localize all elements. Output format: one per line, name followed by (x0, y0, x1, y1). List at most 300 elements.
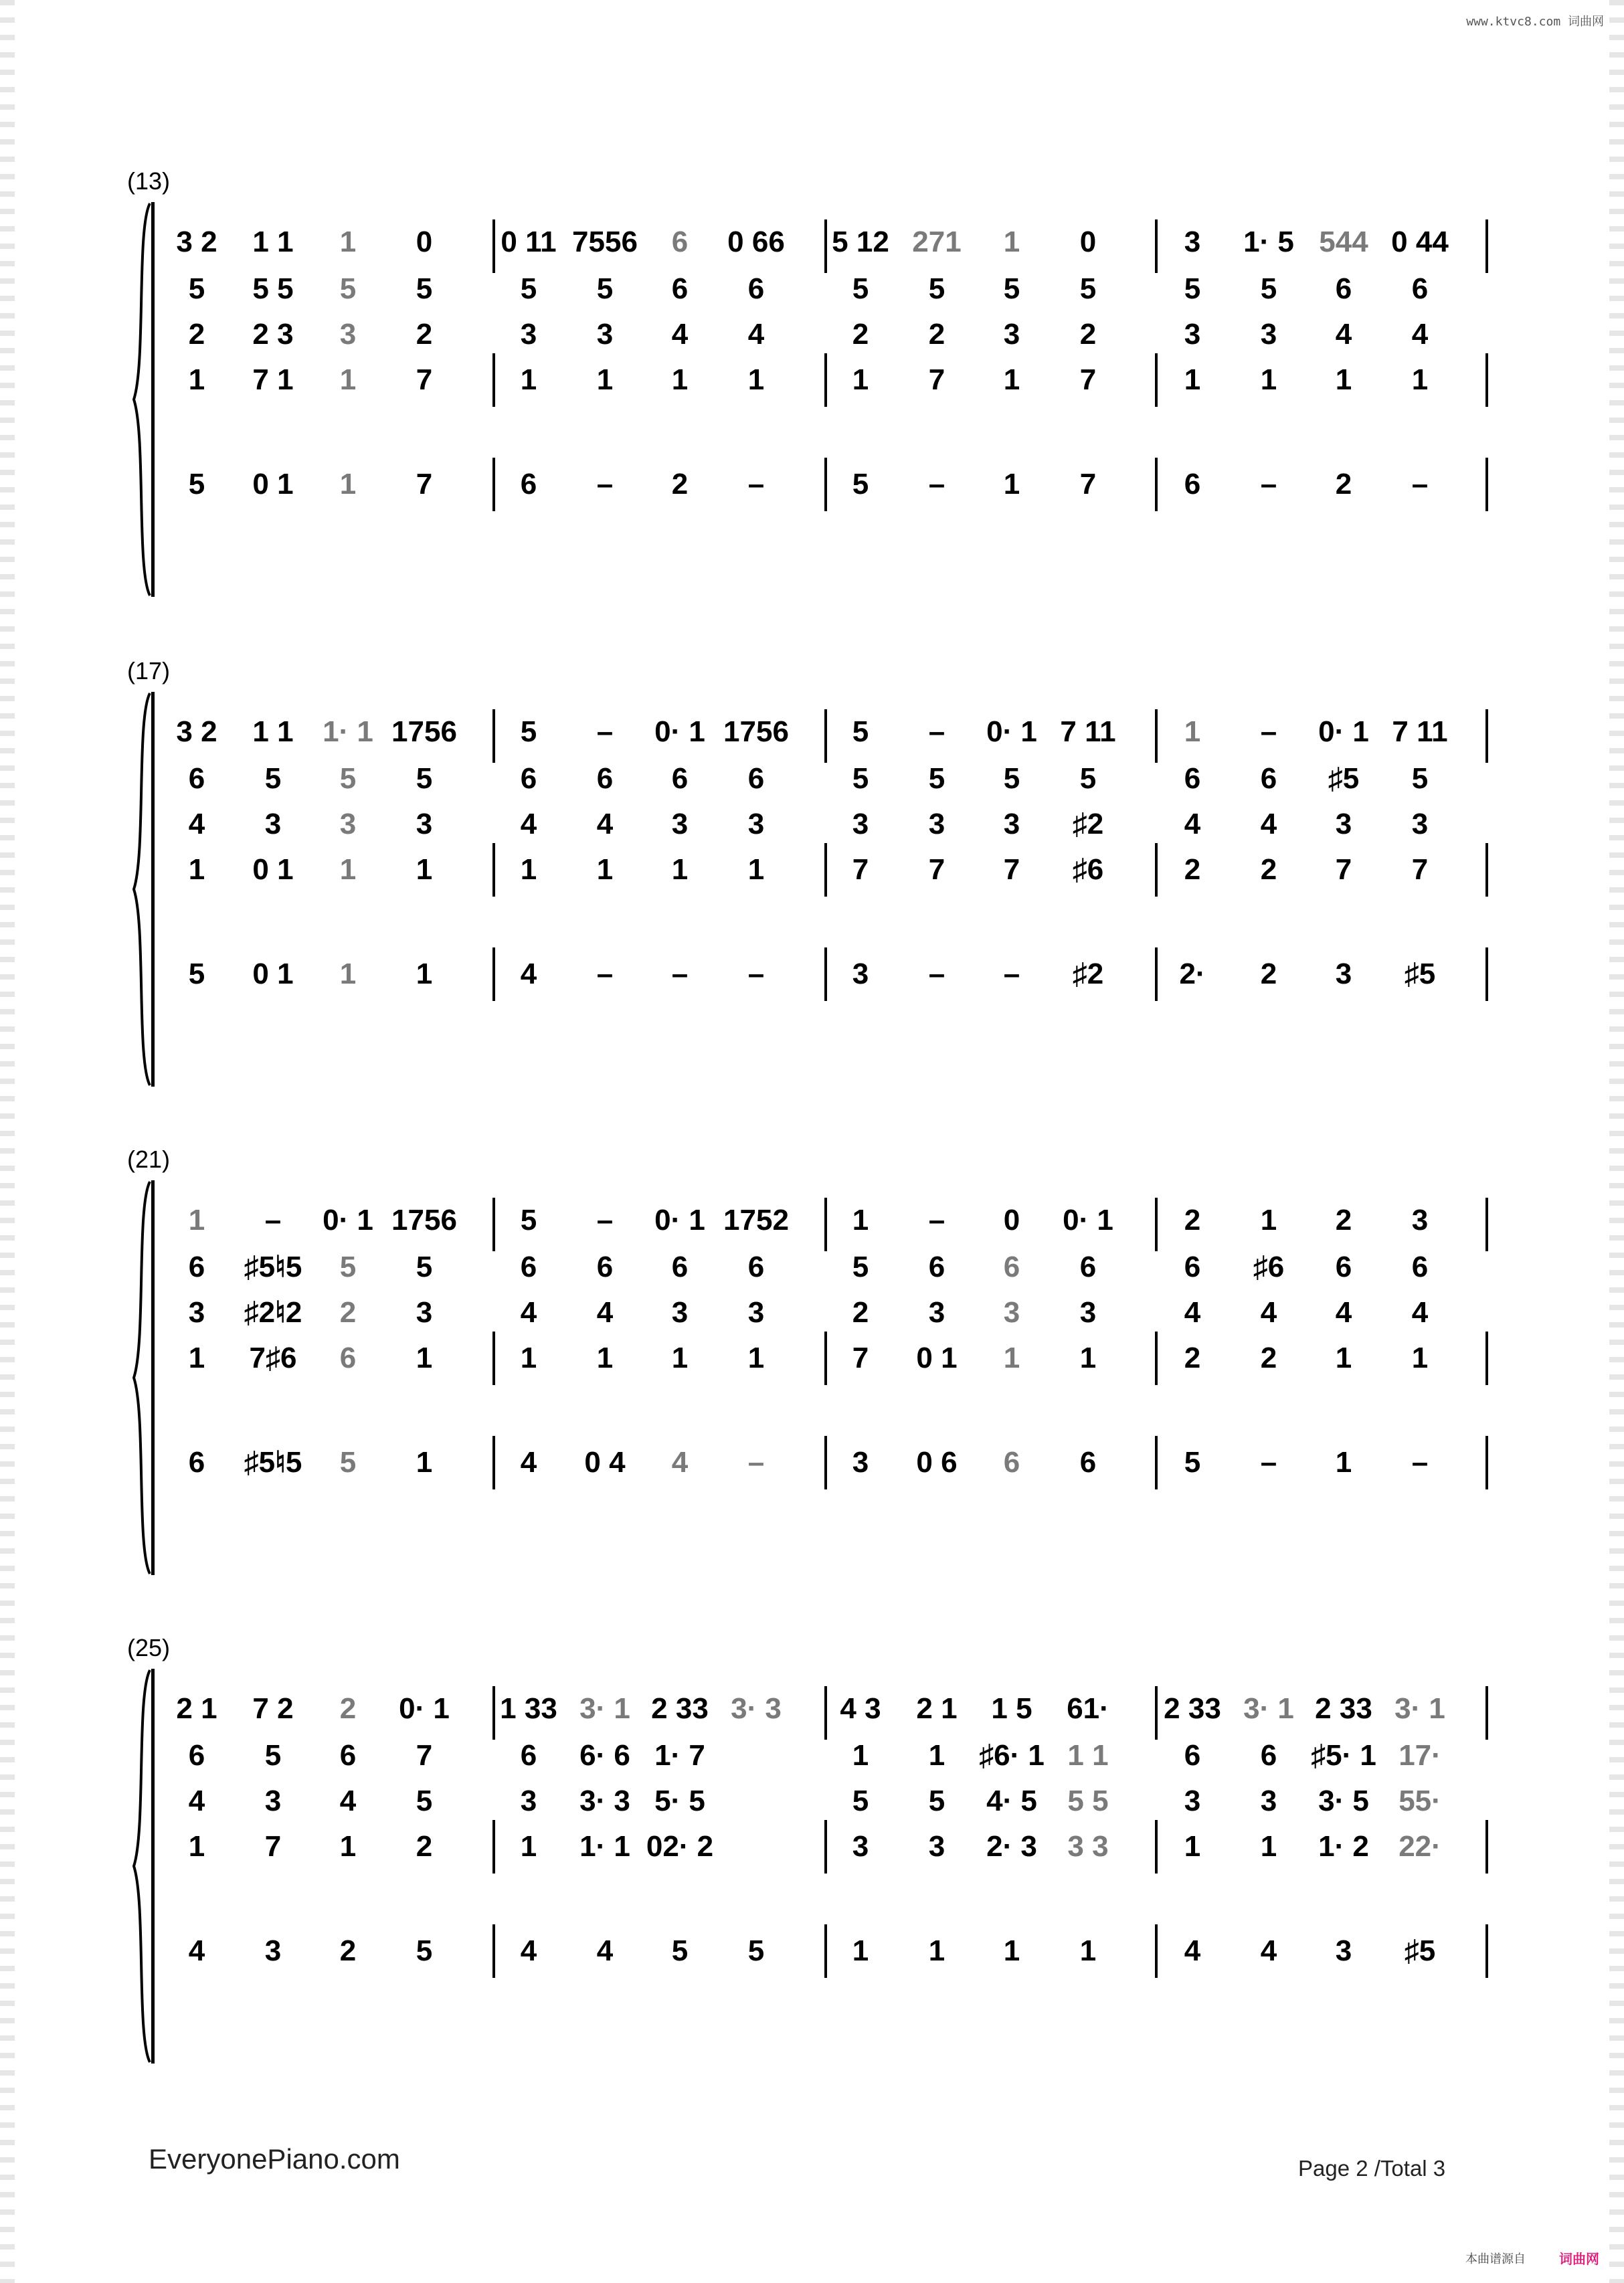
note: 3 (264, 1934, 282, 1967)
note: – (928, 715, 945, 748)
note: 1 (188, 1830, 205, 1863)
note: 3· 5 (1318, 1785, 1369, 1817)
note: 1 1 (252, 225, 294, 258)
note: – (596, 715, 614, 748)
note: – (1003, 957, 1020, 990)
note: 0 1 (252, 468, 294, 500)
note: 3 (852, 957, 869, 990)
note: 5 (852, 715, 869, 748)
note: 2 (1079, 318, 1097, 351)
note: 5 (416, 272, 433, 305)
note: 5 (1079, 272, 1097, 305)
note: 1 (596, 1342, 614, 1374)
note: 1 (416, 1446, 433, 1479)
note: 4 (1335, 1296, 1352, 1329)
note: 7 (852, 1342, 869, 1374)
note: 3 (1411, 808, 1429, 840)
note: 4 (1260, 1296, 1277, 1329)
note: 4 (747, 318, 765, 351)
chord-lower-row (0, 1338, 1624, 1385)
note: 2 (339, 1692, 357, 1725)
note: 6 (747, 762, 765, 795)
note: 5 12 (832, 225, 889, 258)
note: 3· 1 (1243, 1692, 1294, 1725)
note: 0 44 (1391, 225, 1449, 258)
chord-middle-row (0, 1293, 1624, 1340)
note: 5 (339, 272, 357, 305)
note: 7 (1079, 468, 1097, 500)
chord-upper-row (0, 269, 1624, 316)
note: 3 3 (1067, 1830, 1109, 1863)
bass-row (0, 464, 1624, 511)
note: – (1411, 1446, 1429, 1479)
note: ♯5· 1 (1311, 1739, 1376, 1772)
note: 4 (1260, 808, 1277, 840)
note: 1 (1184, 363, 1201, 396)
note: 5 (747, 1934, 765, 1967)
note: 3 (1184, 1785, 1201, 1817)
note: 55· (1399, 1785, 1441, 1817)
note: 1756 (391, 1204, 457, 1237)
note: 3 (671, 808, 689, 840)
note: 3· 1 (579, 1692, 630, 1725)
note: 0 1 (252, 957, 294, 990)
note: 1 (339, 957, 357, 990)
note: 0· 1 (654, 715, 705, 748)
note: 1 (188, 1342, 205, 1374)
note: 4 (671, 1446, 689, 1479)
note: 1 (1335, 1342, 1352, 1374)
note: 2 (339, 1296, 357, 1329)
note: 3 (1003, 808, 1020, 840)
note: ♯5 (1404, 957, 1436, 990)
note: 6 (520, 1251, 537, 1283)
note: 1· 1 (323, 715, 373, 748)
note: 5 (1003, 762, 1020, 795)
note: 7 11 (1060, 715, 1116, 748)
note: 4 (339, 1785, 357, 1817)
note: 6 (520, 762, 537, 795)
note: 3· 3 (579, 1785, 630, 1817)
note: 6 (188, 1251, 205, 1283)
note: 3 (520, 1785, 537, 1817)
note: 5 (416, 762, 433, 795)
note: 1 (1260, 363, 1277, 396)
note: 1 (671, 853, 689, 886)
note: 6 (1260, 1739, 1277, 1772)
note: – (928, 1204, 945, 1237)
note: 1 (928, 1934, 945, 1967)
note: 5 (264, 762, 282, 795)
note: 1 1 (1067, 1739, 1109, 1772)
note: 5 (852, 468, 869, 500)
melody-row (0, 1689, 1624, 1736)
note: – (747, 468, 765, 500)
note: 1 (339, 225, 357, 258)
note: 6 (1184, 1251, 1201, 1283)
note: 4 (520, 808, 537, 840)
note: 6 (1003, 1446, 1020, 1479)
note: 7 (416, 1739, 433, 1772)
note: 6 (1335, 272, 1352, 305)
note: 1 (416, 957, 433, 990)
note: 3 (852, 1830, 869, 1863)
note: 7 (928, 363, 945, 396)
note: – (747, 1446, 765, 1479)
note: 1· 7 (654, 1739, 705, 1772)
note: 4 (1411, 1296, 1429, 1329)
note: 6· 6 (579, 1739, 630, 1772)
note: 5 (1411, 762, 1429, 795)
note: 5 (188, 272, 205, 305)
note: 2 (1184, 1342, 1201, 1374)
note: 6 (1411, 272, 1429, 305)
note: 6 (188, 1739, 205, 1772)
note: 1 (416, 853, 433, 886)
note: 1 (1003, 225, 1020, 258)
note: 6 (1335, 1251, 1352, 1283)
note: 6 (1184, 1739, 1201, 1772)
footer-source-mark: 本曲谱源自 (1465, 2252, 1526, 2266)
note: ♯5♮5 (244, 1446, 302, 1479)
note: 3 2 (176, 225, 217, 258)
chord-lower-row (0, 360, 1624, 407)
chord-upper-row (0, 1247, 1624, 1294)
note: 3 (1003, 1296, 1020, 1329)
note: – (928, 957, 945, 990)
measure-number: (25) (127, 1634, 171, 1661)
note: 0· 1 (1063, 1204, 1113, 1237)
note: 6 (339, 1739, 357, 1772)
note: – (596, 468, 614, 500)
chord-middle-row (0, 314, 1624, 361)
note: 5 (1184, 1446, 1201, 1479)
bass-row (0, 1931, 1624, 1978)
note: 6 (520, 468, 537, 500)
note: 4 (1184, 1934, 1201, 1967)
note: 6 (520, 1739, 537, 1772)
note: 3 (928, 808, 945, 840)
footer-brand: EveryonePiano.com (149, 2143, 400, 2175)
note: 3 (1184, 225, 1201, 258)
note: 2 33 (1164, 1692, 1221, 1725)
note: 7 1 (252, 363, 294, 396)
note: 3 (1335, 957, 1352, 990)
note: 6 (1411, 1251, 1429, 1283)
note: 7 11 (1392, 715, 1448, 748)
note: 5 (416, 1251, 433, 1283)
note: 0 6 (916, 1446, 958, 1479)
note: 0 11 (501, 225, 557, 258)
note: 2 (416, 318, 433, 351)
note: 1 33 (500, 1692, 557, 1725)
note: 2 (416, 1830, 433, 1863)
note: 2 3 (252, 318, 294, 351)
note: 6 (671, 1251, 689, 1283)
system (0, 1634, 1624, 2116)
note: 7 (264, 1830, 282, 1863)
note: 1 (852, 363, 869, 396)
note: 1 (416, 1342, 433, 1374)
note: 7 2 (252, 1692, 294, 1725)
note: 1 (1003, 1342, 1020, 1374)
note: 4 (596, 1934, 614, 1967)
note: 2 (1335, 468, 1352, 500)
note: 6 (747, 272, 765, 305)
note: 3· 1 (1394, 1692, 1445, 1725)
note: 3 (1260, 318, 1277, 351)
note: 0 (1003, 1204, 1020, 1237)
note: 3 (416, 808, 433, 840)
note: 7 (416, 363, 433, 396)
note: 3 (1184, 318, 1201, 351)
note: 1 (747, 1342, 765, 1374)
note: – (596, 957, 614, 990)
note: 1 (1335, 1446, 1352, 1479)
note: 5 5 (252, 272, 294, 305)
note: 6 (671, 272, 689, 305)
note: 1 (188, 1204, 205, 1237)
note: 1 (520, 853, 537, 886)
note: 3 (1003, 318, 1020, 351)
note: ♯2 (1072, 808, 1104, 840)
note: 3 2 (176, 715, 217, 748)
note: 5 (928, 272, 945, 305)
note: 1752 (723, 1204, 789, 1237)
note: 3 (1411, 1204, 1429, 1237)
note: 1 (1003, 363, 1020, 396)
note: 3 (1335, 1934, 1352, 1967)
note: 1 (852, 1934, 869, 1967)
note: 1 (1411, 1342, 1429, 1374)
note: 5 (1184, 272, 1201, 305)
note: 3 (852, 808, 869, 840)
melody-row (0, 222, 1624, 269)
note: 0 1 (252, 853, 294, 886)
note: 1756 (723, 715, 789, 748)
note: 1 (1411, 363, 1429, 396)
note: 5 (520, 1204, 537, 1237)
note: 2· 3 (986, 1830, 1037, 1863)
note: 2 (1260, 853, 1277, 886)
note: 3 (188, 1296, 205, 1329)
note: ♯5 (1328, 762, 1360, 795)
note: 6 (1260, 762, 1277, 795)
note: – (928, 468, 945, 500)
note: ♯5 (1404, 1934, 1436, 1967)
note: 5 (1079, 762, 1097, 795)
note: 1 (1260, 1830, 1277, 1863)
note: 1 (339, 1830, 357, 1863)
note: 2 (928, 318, 945, 351)
note: 5 (928, 762, 945, 795)
system (0, 1146, 1624, 1627)
note: 1 (1335, 363, 1352, 396)
note: 4 (1260, 1934, 1277, 1967)
note: 1 (1079, 1342, 1097, 1374)
note: 3· 3 (731, 1692, 782, 1725)
note: 0 (1079, 225, 1097, 258)
note: 1 (852, 1739, 869, 1772)
note: 4· 5 (986, 1785, 1037, 1817)
note: 3 (416, 1296, 433, 1329)
note: 6 (596, 762, 614, 795)
note: 6 (188, 1446, 205, 1479)
note: 0· 1 (399, 1692, 450, 1725)
note: 2 (188, 318, 205, 351)
note: 1756 (391, 715, 457, 748)
chord-upper-row (0, 1736, 1624, 1783)
note: 2 (1260, 957, 1277, 990)
note: 6 (928, 1251, 945, 1283)
note: 5 (416, 1934, 433, 1967)
note: 3 (1260, 1785, 1277, 1817)
note: – (264, 1204, 282, 1237)
note: 1 (1003, 1934, 1020, 1967)
note: 6 (1079, 1446, 1097, 1479)
note: 61· (1067, 1692, 1109, 1725)
note: 5 (852, 1785, 869, 1817)
note: 544 (1319, 225, 1368, 258)
note: 22· (1399, 1830, 1441, 1863)
note: 2 33 (651, 1692, 709, 1725)
note: 1 (339, 363, 357, 396)
note: 1 (671, 1342, 689, 1374)
measure-number: (21) (127, 1146, 171, 1173)
note: 5 (596, 272, 614, 305)
note: 6 (1184, 468, 1201, 500)
note: 6 (188, 762, 205, 795)
note: 4 (1411, 318, 1429, 351)
chord-lower-row (0, 850, 1624, 897)
note: 1 (520, 1830, 537, 1863)
note: 0 4 (584, 1446, 626, 1479)
note: 0· 1 (654, 1204, 705, 1237)
note: – (1260, 468, 1277, 500)
note: 7 (416, 468, 433, 500)
note: 1 (188, 853, 205, 886)
note: 4 (596, 808, 614, 840)
note: – (671, 957, 689, 990)
note: 5 (339, 762, 357, 795)
page-indicator: Page 2 /Total 3 (1298, 2156, 1446, 2181)
note: 1 (339, 468, 357, 500)
note: ♯6 (1253, 1251, 1285, 1283)
note: 4 (188, 1934, 205, 1967)
note: 2 (1260, 1342, 1277, 1374)
measure-number: (17) (127, 657, 171, 684)
note: 0· 1 (323, 1204, 373, 1237)
note: 2 (339, 1934, 357, 1967)
note: 2 (852, 318, 869, 351)
bass-row (0, 954, 1624, 1001)
note: 6 (747, 1251, 765, 1283)
note: 5· 5 (654, 1785, 705, 1817)
note: 1 (852, 1204, 869, 1237)
chord-upper-row (0, 759, 1624, 806)
note: 6 (671, 225, 689, 258)
note: 1 (747, 363, 765, 396)
note: 4 3 (840, 1692, 881, 1725)
note: 1 1 (252, 715, 294, 748)
note: 6 (1184, 762, 1201, 795)
note: 3 (596, 318, 614, 351)
note: 6 (1079, 1251, 1097, 1283)
note: 5 (1003, 272, 1020, 305)
site-header: www.ktvc8.com 词曲网 (1466, 15, 1604, 29)
note: 6 (671, 762, 689, 795)
note: 5 (852, 1251, 869, 1283)
system (0, 657, 1624, 1139)
note: 1 (596, 853, 614, 886)
note: 5 (520, 715, 537, 748)
note: 6 (596, 1251, 614, 1283)
note: 0· 1 (986, 715, 1037, 748)
note: 1 (1260, 1204, 1277, 1237)
note: 1 5 (991, 1692, 1032, 1725)
note: 6 (339, 1342, 357, 1374)
note: 1 (671, 363, 689, 396)
note: 1 (747, 853, 765, 886)
note: 3 (852, 1446, 869, 1479)
footer-site-mark: 词曲网 (1559, 2252, 1599, 2267)
note: ♯6 (1072, 853, 1104, 886)
note: 3 (747, 1296, 765, 1329)
note: 2 (1184, 1204, 1201, 1237)
note: 7556 (572, 225, 638, 258)
note: 1 (339, 853, 357, 886)
note: 1 (1184, 715, 1201, 748)
note: 5 (1260, 272, 1277, 305)
note: 2 (1335, 1204, 1352, 1237)
note: 3 (339, 318, 357, 351)
note: 4 (188, 808, 205, 840)
note: 7 (1079, 363, 1097, 396)
note: 4 (520, 957, 537, 990)
note: ♯2♮2 (244, 1296, 302, 1329)
note: 7♯6 (249, 1342, 297, 1374)
note: 17· (1399, 1739, 1441, 1772)
note: – (1260, 1446, 1277, 1479)
note: 5 (264, 1739, 282, 1772)
note: 1 (1079, 1934, 1097, 1967)
note: 2 (852, 1296, 869, 1329)
melody-row (0, 712, 1624, 759)
note: 3 (264, 808, 282, 840)
note: 5 (339, 1446, 357, 1479)
note: 3 (1335, 808, 1352, 840)
note: 5 (339, 1251, 357, 1283)
note: – (747, 957, 765, 990)
note: 5 (928, 1785, 945, 1817)
chord-middle-row (0, 804, 1624, 851)
note: 4 (1335, 318, 1352, 351)
note: – (1260, 715, 1277, 748)
note: 1 (1184, 1830, 1201, 1863)
note: 1· 2 (1318, 1830, 1369, 1863)
note: 3 (1079, 1296, 1097, 1329)
note: 5 (852, 272, 869, 305)
note: 7 (1003, 853, 1020, 886)
system (0, 167, 1624, 649)
note: 1 (1003, 468, 1020, 500)
note: 2· (1179, 957, 1206, 990)
note: 2 33 (1315, 1692, 1372, 1725)
note: ♯5♮5 (244, 1251, 302, 1283)
note: 271 (912, 225, 962, 258)
note: 7 (1411, 853, 1429, 886)
note: 5 5 (1067, 1785, 1109, 1817)
